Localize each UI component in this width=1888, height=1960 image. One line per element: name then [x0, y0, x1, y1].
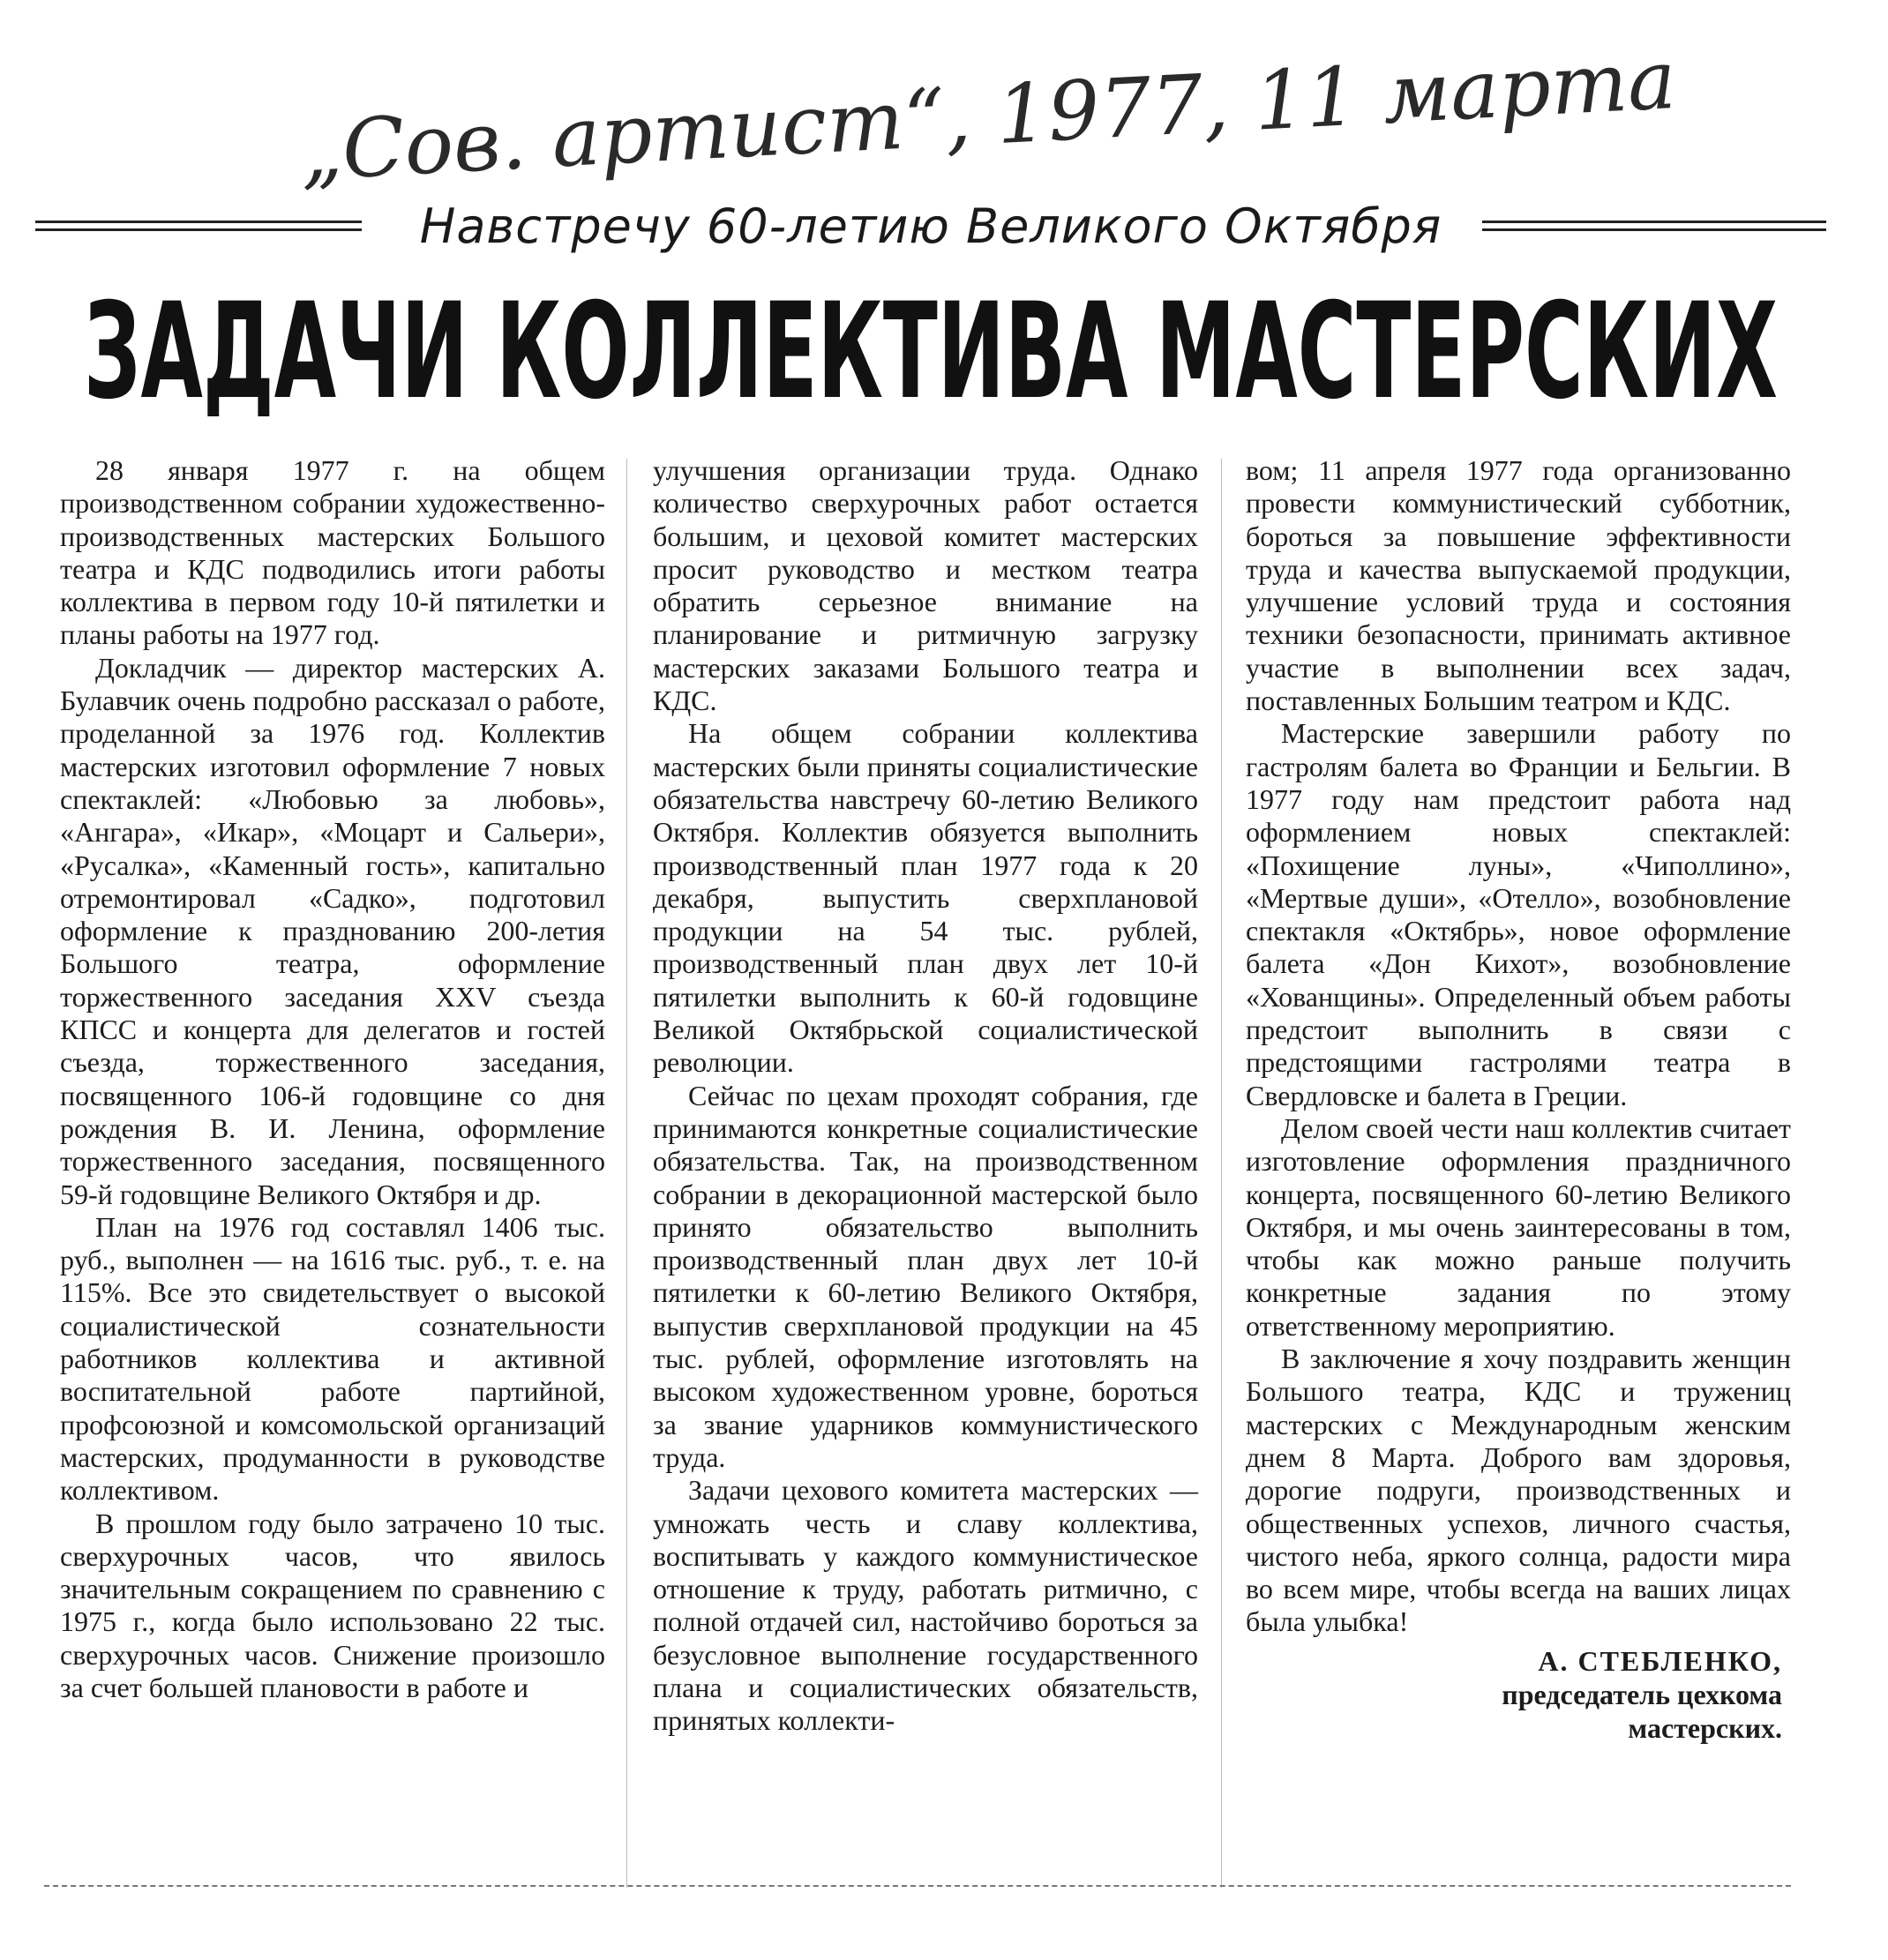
paragraph: Задачи цехового комитета мастерских — умножать честь и славу коллектива, воспитывать у каждого коммунистическое отношение к труду, работать ритмично, с полной отдачей сил, настойчиво бороться за безусловное выполнение государственного плана и социалистических обязательств, принятых коллекти- [653, 1474, 1198, 1737]
paragraph: 28 января 1977 г. на общем производственном собрании художественно-производственных мастерских Большого театра и КДС подводились итоги работы коллектива в первом году 10-й пятилетки и планы работы на 1977 год. [60, 454, 605, 651]
headline-drawing [84, 284, 1778, 416]
author-role-continued: мастерских. [1628, 1711, 1782, 1744]
handwritten-note-text: „Сов. артист“, 1977, 11 марта [297, 32, 1679, 199]
handwritten-note-drawing [291, 32, 1679, 199]
paragraph: улучшения организации труда. Однако количество сверхурочных работ остается большим, и цеховой комитет мастерских просит руководство и местком театра обратить серьезное внимание на планирование и ритмичную загрузку мастерских заказами Большого театра и КДС. [653, 454, 1198, 717]
rubric-rule-right [1482, 221, 1826, 231]
paragraph: Сейчас по цехам проходят собрания, где принимаются конкретные социалистические обязательства. Так, на производственном собрании в декорационной мастерской было принято обязательство выполнить производственный план двух лет 10-й пятилетки к 60-летию Великого Октября, выпустив сверхплановой продукции на 45 тыс. рублей, оформление изготовлять на высоком художественном уровне, бороться за звание ударников коммунистического труда. [653, 1079, 1198, 1473]
paragraph: Мастерские завершили работу по гастролям балета во Франции и Бельгии. В 1977 году нам предстоит работа над оформлением новых спектаклей: «Похищение луны», «Чиполлино», «Мертвые души», «Отелло», возобновление спектакля «Октябрь», новое оформление балета «Дон Кихот», возобновление «Хованщины». Определенный объем работы предстоит выполнить в связи с предстоящими гастролями театра в Свердловске и балета в Греции. [1246, 717, 1791, 1111]
column-divider [626, 459, 627, 1888]
article-column-3 [1246, 454, 1791, 1745]
article-column-1 [60, 454, 605, 1704]
article-headline [84, 284, 1778, 416]
paragraph: План на 1976 год составлял 1406 тыс. руб., выполнен — на 1616 тыс. руб., т. е. на 115%. Все это свидетельствует о высокой социалистической сознательности работников коллектива и активной воспитательной работе партийной, профсоюзной и комсомольской организаций мастерских, продуманности в руководстве коллективом. [60, 1210, 605, 1507]
column-divider [1221, 459, 1222, 1888]
rubric-text: Навстречу 60-летию Великого Октября [419, 198, 1442, 254]
author-role: председатель цехкома [1502, 1678, 1782, 1710]
paragraph: Делом своей чести наш коллектив считает изготовление оформления праздничного концерта, посвященного 60-летию Великого Октября, и мы очень заинтересованы в том, чтобы как можно раньше получить конкретные задания по этому ответственному мероприятию. [1246, 1111, 1791, 1342]
paragraph: На общем собрании коллектива мастерских были приняты социалистические обязательства навстречу 60-летию Великого Октября. Коллектив обязуется выполнить производственный план 1977 года к 20 декабря, выпустить сверхплановой продукции на 54 тыс. рублей, производственный план двух лет 10-й пятилетки выполнить к 60-й годовщине Великой Октябрьской социалистической революции. [653, 717, 1198, 1079]
bottom-rule [44, 1885, 1791, 1887]
paragraph: В заключение я хочу поздравить женщин Большого театра, КДС и тружениц мастерских с Международным женским днем 8 Марта. Доброго вам здоровья, дорогие подруги, производственных и общественных успехов, личного счастья, чистого неба, яркого солнца, радости мира во всем мире, чтобы всегда на ваших лицах была улыбка! [1246, 1343, 1791, 1638]
headline-text: ЗАДАЧИ КОЛЛЕКТИВА МАСТЕРСКИХ [84, 284, 1778, 416]
author-signature [1246, 1644, 1791, 1745]
paragraph: Докладчик — директор мастерских А. Булавчик очень подробно рассказал о работе, проделанной за 1976 год. Коллектив мастерских изготовил оформление 7 новых спектаклей: «Любовью за любовь», «Ангара», «Икар», «Моцарт и Сальери», «Русалка», «Каменный гость», капитально отремонтировал «Садко», подготовил оформление к празднованию 200-летия Большого театра, оформление торжественного заседания XXV съезда КПСС и концерта для делегатов и гостей съезда, торжественного заседания, посвященного 106-й годовщине со дня рождения В. И. Ленина, оформление торжественного заседания, посвященного 59-й годовщине Великого Октября и др. [60, 651, 605, 1210]
rubric-rule-left [35, 221, 362, 231]
paragraph: вом; 11 апреля 1977 года организованно провести коммунистический субботник, бороться за повышение эффективности труда и качества выпускаемой продукции, улучшение условий труда и состояния техники безопасности, принимать активное участие в выполнении всех задач, поставленных Большим театром и КДС. [1246, 454, 1791, 717]
article-column-2 [653, 454, 1198, 1738]
author-name: А. СТЕБЛЕНКО, [1538, 1644, 1782, 1677]
handwritten-note [291, 32, 1679, 199]
rubric-banner [35, 196, 1800, 258]
paragraph: В прошлом году было затрачено 10 тыс. сверхурочных часов, что явилось значительным сокращением по сравнению с 1975 г., когда было использовано 22 тыс. сверхурочных часов. Снижение произошло за счет большей плановости в работе и [60, 1507, 605, 1703]
